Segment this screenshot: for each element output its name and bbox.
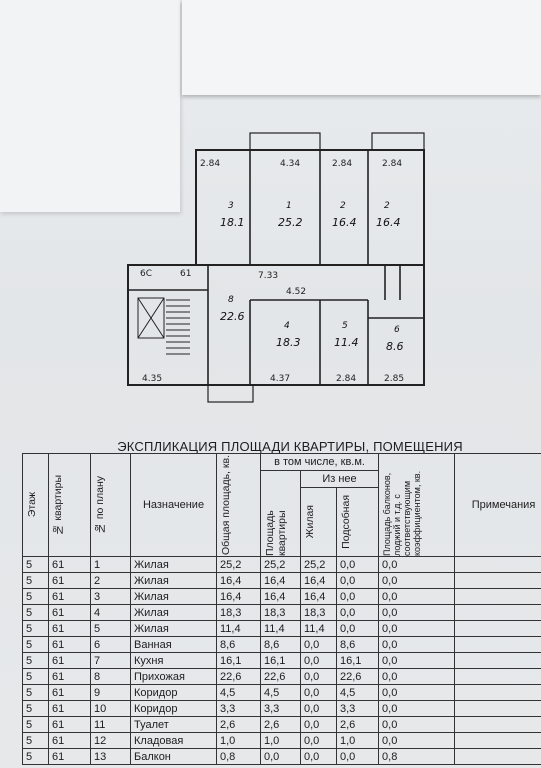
table-cell [455, 637, 541, 653]
header-floor: Этаж [23, 454, 49, 557]
table-cell: 5 [23, 669, 49, 685]
table-cell: 0,0 [301, 701, 337, 717]
table-cell [455, 589, 541, 605]
table-cell: 3,3 [261, 701, 301, 717]
header-apartment: № квартиры [49, 454, 91, 557]
table-cell: 25,2 [261, 557, 301, 573]
table-row [23, 573, 541, 589]
table-cell: 4,5 [261, 685, 301, 701]
header-purpose: Назначение [131, 454, 217, 557]
table-cell: 0,0 [379, 669, 455, 685]
table-cell: 8 [91, 669, 131, 685]
table-cell: 5 [23, 701, 49, 717]
table-cell: 5 [23, 717, 49, 733]
room-area: 18.3 [276, 336, 301, 349]
table-cell: 7 [91, 653, 131, 669]
table-cell [455, 733, 541, 749]
dimension-label: 2.84 [200, 159, 221, 169]
table-cell [455, 685, 541, 701]
table-cell: 0,0 [379, 733, 455, 749]
table-cell: 2 [91, 573, 131, 589]
table-cell: 18,3 [261, 605, 301, 621]
table-cell: 25,2 [217, 557, 261, 573]
dimension-label: 4.52 [286, 287, 307, 297]
table-cell: 18,3 [301, 605, 337, 621]
table-cell: 5 [23, 637, 49, 653]
table-cell: 4,5 [217, 685, 261, 701]
table-cell: 0,8 [217, 749, 261, 765]
table-cell: 22,6 [217, 669, 261, 685]
table-cell [455, 701, 541, 717]
table-cell: 2,6 [337, 717, 379, 733]
table-cell: 61 [49, 637, 91, 653]
table-cell: 5 [23, 653, 49, 669]
table-row [23, 733, 541, 749]
table-cell: 13 [91, 749, 131, 765]
room-number: 8 [228, 295, 234, 305]
room-number: 1 [286, 201, 292, 211]
table-row [23, 701, 541, 717]
table-cell: 5 [23, 685, 49, 701]
dimension-label: 2.84 [336, 374, 357, 384]
table-cell: 5 [23, 605, 49, 621]
table-cell: 9 [91, 685, 131, 701]
table-cell: 8,6 [217, 637, 261, 653]
table-cell: 16,1 [337, 653, 379, 669]
table-cell: 0,0 [379, 701, 455, 717]
table-cell: 0,0 [301, 685, 337, 701]
table-cell: Жилая [131, 557, 217, 573]
table-cell: 1 [91, 557, 131, 573]
dimension-label: 6C [140, 269, 153, 279]
room-area: 16.4 [332, 216, 357, 229]
table-cell: 16,1 [217, 653, 261, 669]
table-cell: 61 [49, 557, 91, 573]
table-cell: 0,0 [337, 573, 379, 589]
table-cell: 16,1 [261, 653, 301, 669]
table-cell: 0,0 [379, 589, 455, 605]
table-cell: 0,0 [301, 669, 337, 685]
table-cell: 0,0 [301, 637, 337, 653]
table-cell: 0,0 [337, 621, 379, 637]
room-area: 11.4 [334, 336, 359, 349]
table-cell: 2,6 [217, 717, 261, 733]
table-title: ЭКСПЛИКАЦИЯ ПЛОЩАДИ КВАРТИРЫ, ПОМЕЩЕНИЯ [117, 439, 463, 454]
table-cell: 61 [49, 669, 91, 685]
table-cell: 5 [23, 557, 49, 573]
table-cell [455, 717, 541, 733]
table-row [23, 669, 541, 685]
dimension-label: 4.37 [270, 374, 291, 384]
table-cell: 11,4 [301, 621, 337, 637]
table-cell: Жилая [131, 589, 217, 605]
table-cell: 18,3 [217, 605, 261, 621]
table-cell [455, 557, 541, 573]
table-cell: 61 [49, 573, 91, 589]
table-cell: 0,0 [379, 605, 455, 621]
table-cell: 5 [23, 733, 49, 749]
room-number: 4 [284, 321, 290, 331]
table-cell: 16,4 [301, 589, 337, 605]
table-cell: 11 [91, 717, 131, 733]
table-cell [455, 749, 541, 765]
room-area: 22.6 [220, 310, 245, 323]
room-area: 16.4 [376, 216, 401, 229]
header-total-area: Общая площадь, кв. [217, 454, 261, 557]
table-cell [455, 605, 541, 621]
table-cell: 5 [23, 589, 49, 605]
table-cell: 3,3 [217, 701, 261, 717]
table-cell: Коридор [131, 701, 217, 717]
table-cell: 0,0 [337, 605, 379, 621]
table-cell: 0,0 [301, 717, 337, 733]
table-cell: 0,0 [379, 637, 455, 653]
table-cell: 22,6 [261, 669, 301, 685]
table-cell [455, 621, 541, 637]
table-cell: 12 [91, 733, 131, 749]
table-cell: 0,0 [379, 653, 455, 669]
table-cell: Коридор [131, 685, 217, 701]
explication-table [22, 453, 541, 765]
dimension-label: 2.84 [332, 159, 353, 169]
table-cell: Балкон [131, 749, 217, 765]
plan-lower-block [128, 265, 424, 385]
table-cell: 16,4 [217, 573, 261, 589]
header-including: в том числе, кв.м. [261, 454, 379, 471]
dimension-label: 7.33 [258, 271, 279, 281]
table-cell: 0,0 [379, 685, 455, 701]
table-cell: 1,0 [337, 733, 379, 749]
table-row [23, 589, 541, 605]
table-cell: 0,0 [337, 557, 379, 573]
table-cell: 16,4 [217, 589, 261, 605]
dimension-label: 2.85 [384, 374, 405, 384]
table-cell: 16,4 [301, 573, 337, 589]
table-row [23, 653, 541, 669]
table-cell: 1,0 [261, 733, 301, 749]
table-cell: 61 [49, 653, 91, 669]
table-row [23, 637, 541, 653]
table-cell: 11,4 [261, 621, 301, 637]
table-cell: 11,4 [217, 621, 261, 637]
dimension-label: 4.35 [142, 374, 163, 384]
table-cell: 61 [49, 733, 91, 749]
header-balcony-area: Площадь балконов, лоджий и т.д. с соответствующим коэффициентом, кв. [379, 454, 455, 557]
table-cell: Прихожая [131, 669, 217, 685]
table-cell: 0,0 [379, 717, 455, 733]
table-cell: Жилая [131, 573, 217, 589]
table-cell: Кухня [131, 653, 217, 669]
table-row [23, 605, 541, 621]
table-cell: 0,0 [379, 573, 455, 589]
header-of-which: Из нее [301, 471, 379, 488]
dimension-label: 4.34 [280, 159, 301, 169]
table-cell: 61 [49, 749, 91, 765]
table-cell: 0,0 [301, 733, 337, 749]
table-cell: 0,0 [301, 749, 337, 765]
room-number: 6 [394, 325, 400, 335]
table-cell: 61 [49, 701, 91, 717]
table-cell: 10 [91, 701, 131, 717]
table-row [23, 557, 541, 573]
dimension-label: 61 [180, 269, 192, 279]
table-cell: 3 [91, 589, 131, 605]
room-area: 18.1 [220, 216, 245, 229]
table-cell: Туалет [131, 717, 217, 733]
table-cell [455, 573, 541, 589]
table-cell: 4,5 [337, 685, 379, 701]
table-cell: Ванная [131, 637, 217, 653]
table-cell: 0,8 [379, 749, 455, 765]
dimension-label: 2.84 [382, 159, 403, 169]
table-cell: 0,0 [379, 557, 455, 573]
table-cell: 2,6 [261, 717, 301, 733]
table-cell: 0,0 [337, 589, 379, 605]
table-cell: Кладовая [131, 733, 217, 749]
table-cell: 0,0 [301, 653, 337, 669]
table-cell: 8,6 [261, 637, 301, 653]
table-cell [455, 653, 541, 669]
table-cell: 16,4 [261, 589, 301, 605]
room-number: 5 [342, 321, 348, 331]
table-cell: 5 [23, 749, 49, 765]
table-row [23, 685, 541, 701]
table-cell: 4 [91, 605, 131, 621]
table-row [23, 749, 541, 765]
table-cell: 3,3 [337, 701, 379, 717]
table-cell: 5 [91, 621, 131, 637]
room-number: 3 [228, 201, 234, 211]
table-cell: 0,0 [379, 621, 455, 637]
table-cell [455, 669, 541, 685]
table-cell: 61 [49, 605, 91, 621]
table-cell: 22,6 [337, 669, 379, 685]
table-cell: Жилая [131, 621, 217, 637]
header-plan-number: № по плану [91, 454, 131, 557]
room-area: 25.2 [278, 216, 303, 229]
table-cell: Жилая [131, 605, 217, 621]
header-apartment-area: Площадь квартиры [261, 471, 301, 557]
table-cell: 0,0 [337, 749, 379, 765]
table-cell: 5 [23, 573, 49, 589]
table-cell: 8,6 [337, 637, 379, 653]
table-cell: 6 [91, 637, 131, 653]
header-notes: Примечания [455, 454, 541, 557]
table-cell: 61 [49, 717, 91, 733]
room-area: 8.6 [386, 340, 404, 353]
table-cell: 61 [49, 589, 91, 605]
table-cell: 61 [49, 621, 91, 637]
header-living: Жилая [301, 488, 337, 557]
table-row [23, 621, 541, 637]
table-row [23, 717, 541, 733]
table-cell: 5 [23, 621, 49, 637]
table-cell: 25,2 [301, 557, 337, 573]
table-cell: 61 [49, 685, 91, 701]
header-auxiliary: Подсобная [337, 488, 379, 557]
table-cell: 16,4 [261, 573, 301, 589]
room-number: 2 [340, 201, 346, 211]
room-number: 2 [384, 201, 390, 211]
table-cell: 1,0 [217, 733, 261, 749]
table-cell: 0,0 [261, 749, 301, 765]
